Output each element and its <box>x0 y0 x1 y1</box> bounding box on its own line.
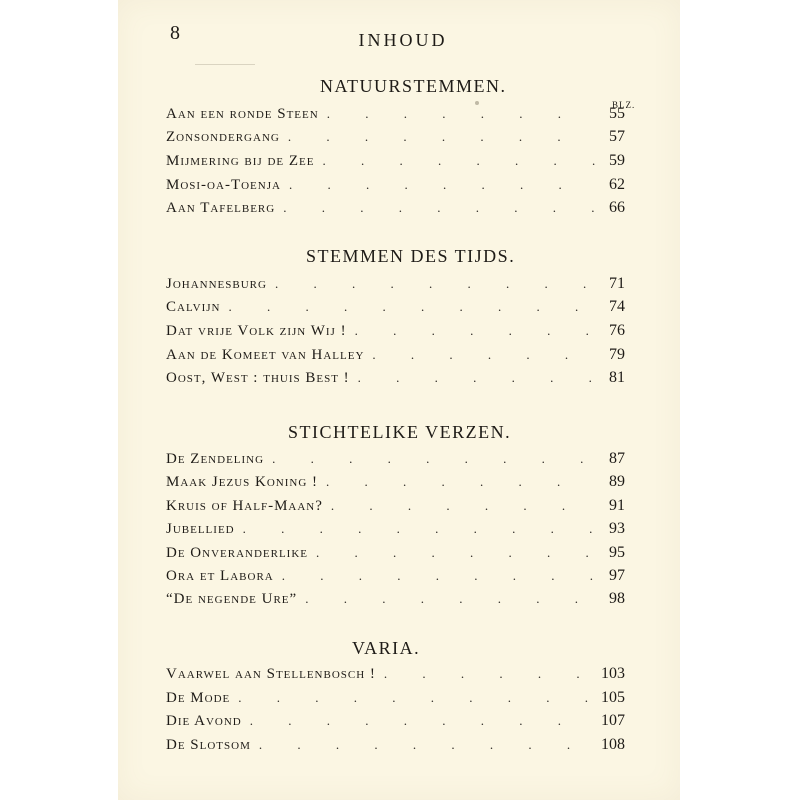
toc-entry <box>166 689 625 709</box>
entry-page-number: 62 <box>609 176 625 193</box>
entry-page-number: 108 <box>601 736 625 753</box>
dot-leader <box>272 451 595 467</box>
entry-title: Aan een ronde Steen <box>166 106 319 122</box>
dot-leader <box>322 153 595 169</box>
dot-leader <box>355 323 595 339</box>
toc-entry <box>166 473 625 493</box>
dot-leader <box>326 474 595 490</box>
entry-page-number: 66 <box>609 199 625 216</box>
entry-title: Ora et Labora <box>166 568 274 584</box>
toc-entry <box>166 520 625 540</box>
dot-leader <box>331 498 595 514</box>
entry-page-number: 79 <box>609 346 625 363</box>
entry-page-number: 105 <box>601 689 625 706</box>
dot-leader <box>288 129 595 145</box>
toc-entry <box>166 544 625 564</box>
entry-page-number: 87 <box>609 450 625 467</box>
dot-leader <box>250 713 593 729</box>
toc-entry <box>166 497 625 517</box>
dot-leader <box>229 299 596 315</box>
entry-page-number: 103 <box>601 665 625 682</box>
entry-page-number: 57 <box>609 128 625 145</box>
toc-entry <box>166 199 625 219</box>
dot-leader <box>358 370 595 386</box>
entry-title: Kruis of Half-Maan? <box>166 498 323 514</box>
entry-title: Dat vrije Volk zijn Wij ! <box>166 323 347 339</box>
dot-leader <box>327 106 595 122</box>
dot-leader <box>259 737 593 753</box>
dot-leader <box>372 347 595 363</box>
entry-title: Mosi-oa-Toenja <box>166 177 281 193</box>
dot-leader <box>275 276 595 292</box>
entry-page-number: 95 <box>609 544 625 561</box>
entry-title: Aan de Komeet van Halley <box>166 347 365 363</box>
toc-entry <box>166 369 625 389</box>
entry-page-number: 76 <box>609 322 625 339</box>
entry-title: Zonsondergang <box>166 129 280 145</box>
toc-entry <box>166 736 625 756</box>
toc-entry <box>166 152 625 172</box>
entry-page-number: 81 <box>609 369 625 386</box>
entry-title: “De negende Ure” <box>166 591 298 607</box>
entry-title: Johannesburg <box>166 276 267 292</box>
entry-page-number: 97 <box>609 567 625 584</box>
dot-leader <box>316 545 595 561</box>
entry-title: Oost, West : thuis Best ! <box>166 370 350 386</box>
dot-leader <box>289 177 595 193</box>
toc-entry <box>166 105 625 125</box>
dot-leader <box>283 200 595 216</box>
toc-entry <box>166 322 625 342</box>
section-heading: VARIA. <box>352 638 421 658</box>
entry-title: Jubellied <box>166 521 235 537</box>
dot-leader <box>282 568 595 584</box>
toc-entry <box>166 590 625 610</box>
toc-entry <box>166 176 625 196</box>
entry-page-number: 74 <box>609 298 625 315</box>
entry-page-number: 98 <box>609 590 625 607</box>
entry-page-number: 107 <box>601 712 625 729</box>
page-number: 8 <box>170 22 181 44</box>
entry-title: Aan Tafelberg <box>166 200 276 216</box>
entry-page-number: 89 <box>609 473 625 490</box>
page-column-label: BLZ. <box>612 100 636 110</box>
toc-entry <box>166 346 625 366</box>
entry-page-number: 71 <box>609 275 625 292</box>
section-heading: NATUURSTEMMEN. <box>320 76 507 96</box>
paper-mark <box>195 64 255 65</box>
toc-entry <box>166 665 625 685</box>
toc-entry <box>166 450 625 470</box>
entry-title: Calvijn <box>166 299 221 315</box>
toc-entry <box>166 567 625 587</box>
entry-title: Maak Jezus Koning ! <box>166 474 319 490</box>
entry-page-number: 93 <box>609 520 625 537</box>
toc-entry <box>166 298 625 318</box>
entry-title: De Zendeling <box>166 451 265 467</box>
toc-entry <box>166 128 625 148</box>
section-heading: STEMMEN DES TIJDS. <box>306 246 516 266</box>
dot-leader <box>238 690 593 706</box>
section-heading: STICHTELIKE VERZEN. <box>288 422 512 442</box>
entry-title: Mijmering bij de Zee <box>166 153 315 169</box>
entry-title: De Slotsom <box>166 737 251 753</box>
toc-entry <box>166 712 625 732</box>
entry-page-number: 59 <box>609 152 625 169</box>
running-head: INHOUD <box>358 30 448 50</box>
entry-title: Die Avond <box>166 713 242 729</box>
entry-page-number: 55 <box>609 105 625 122</box>
entry-title: Vaarwel aan Stellenbosch ! <box>166 666 376 682</box>
dot-leader <box>384 666 593 682</box>
toc-entry <box>166 275 625 295</box>
dot-leader <box>305 591 595 607</box>
entry-page-number: 91 <box>609 497 625 514</box>
entry-title: De Mode <box>166 690 231 706</box>
entry-title: De Onveranderlike <box>166 545 309 561</box>
dot-leader <box>243 521 595 537</box>
